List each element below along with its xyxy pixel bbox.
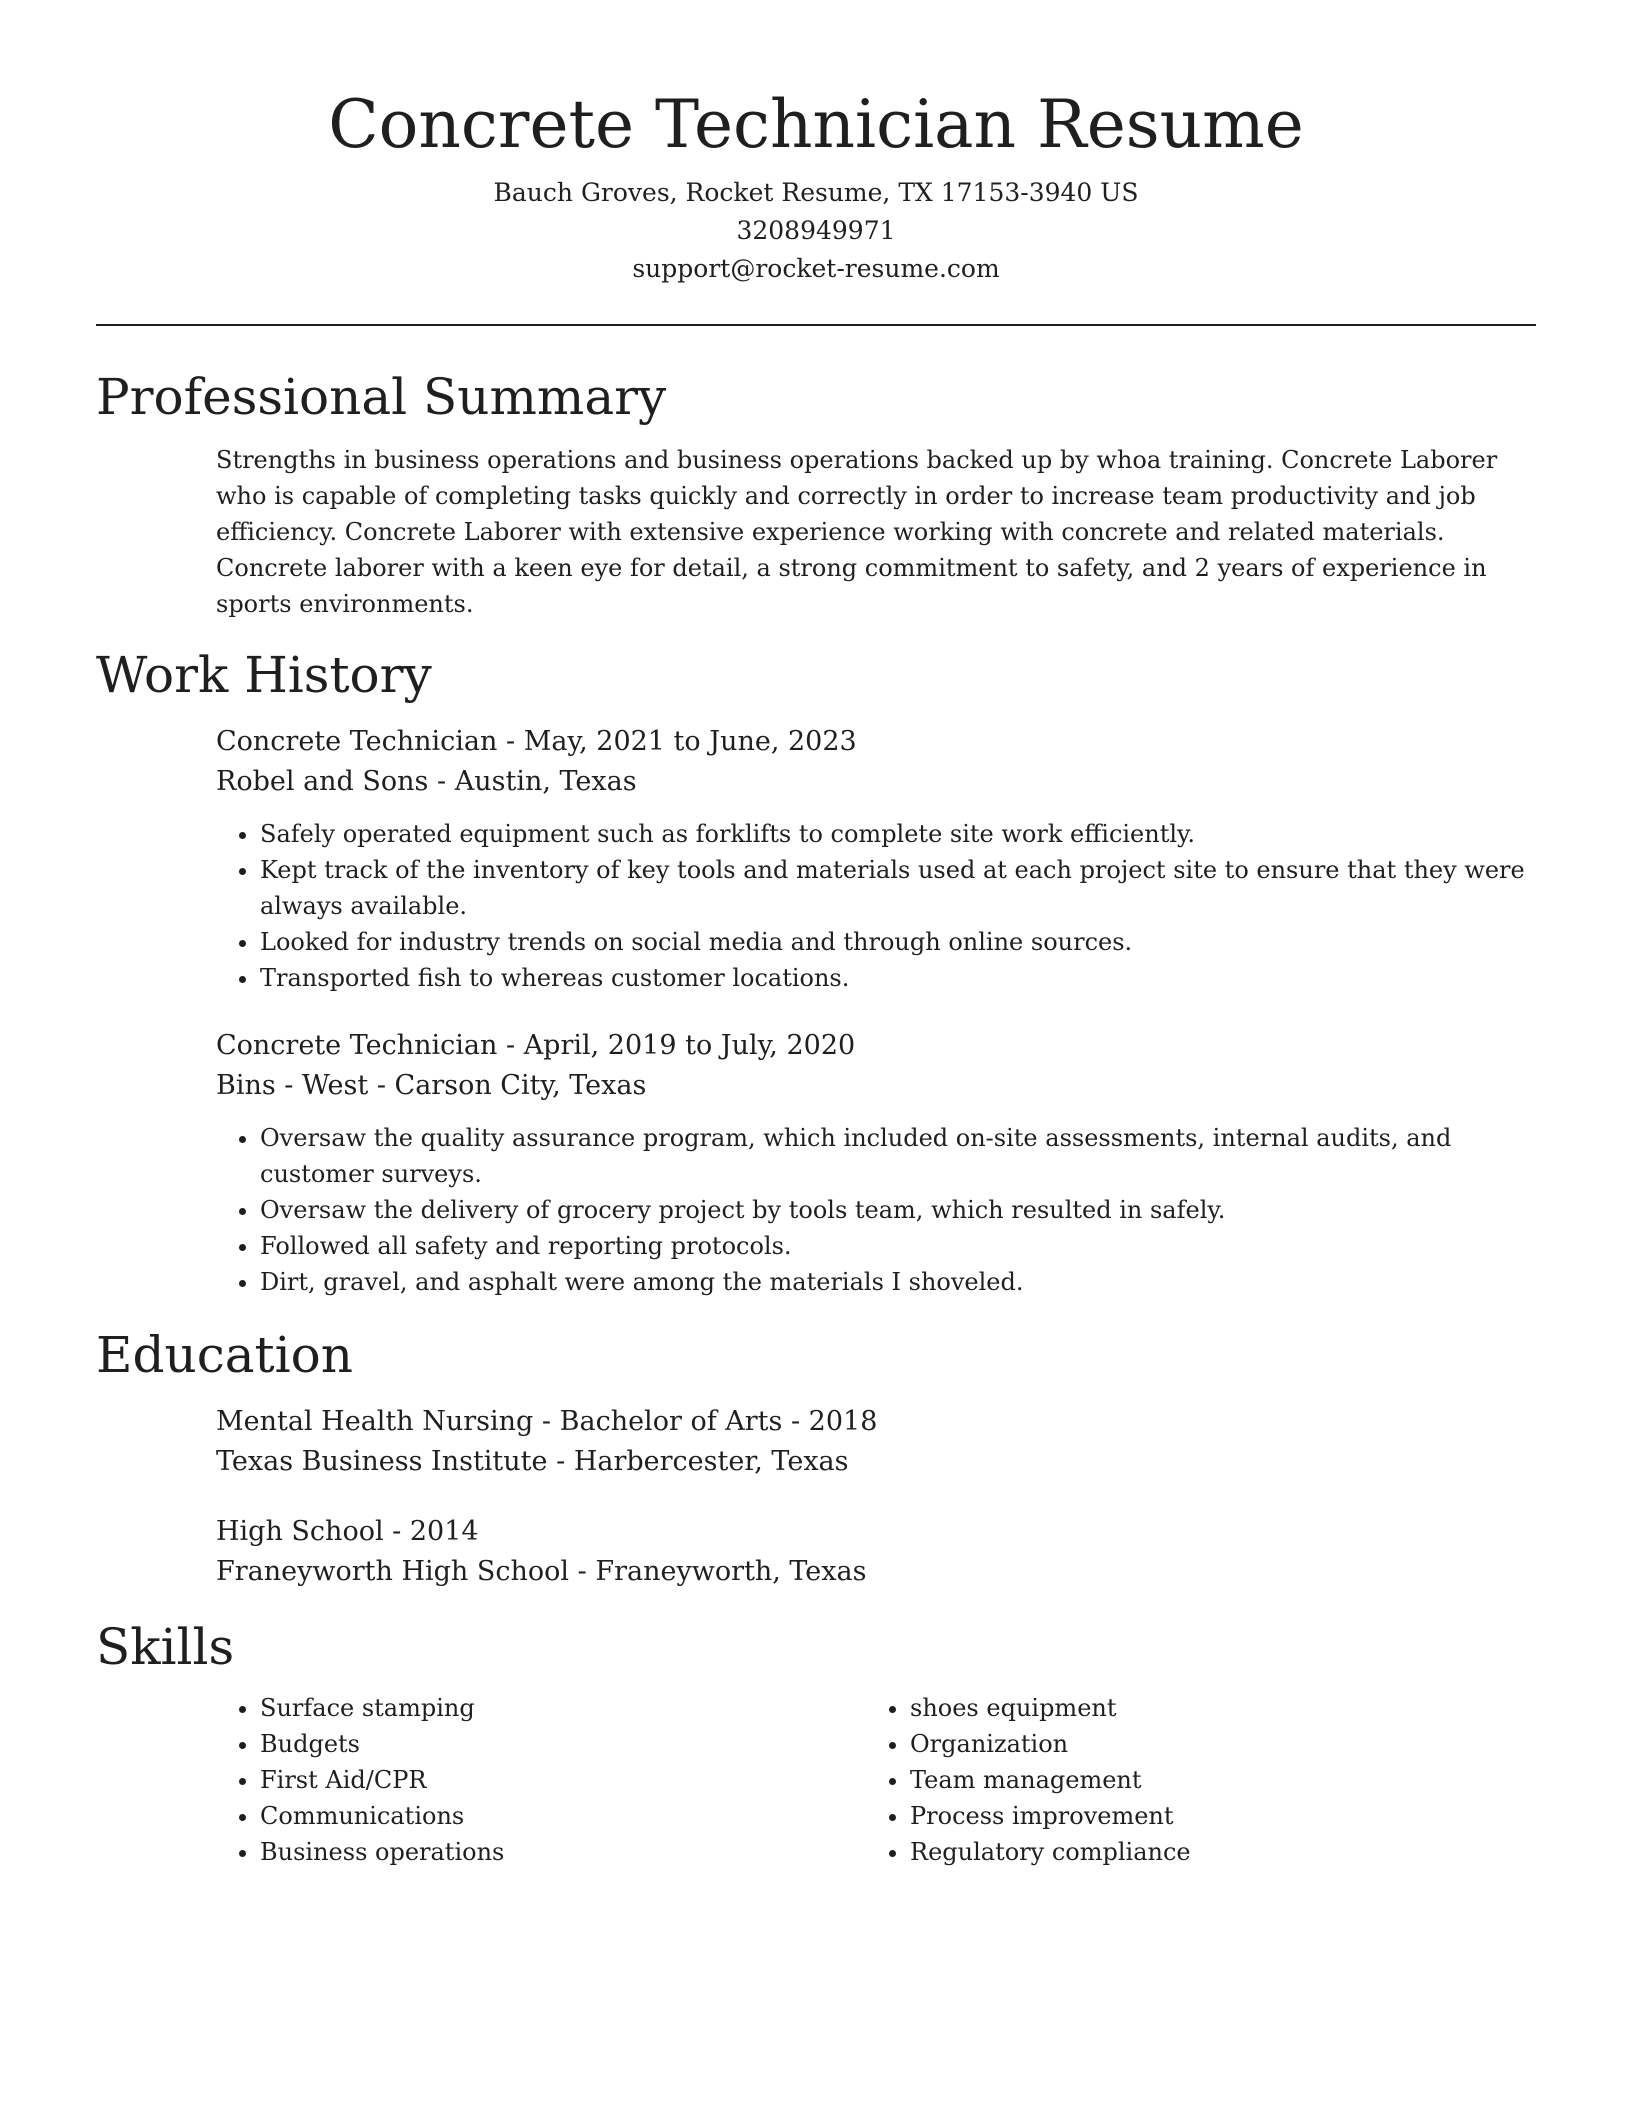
- job-title: Concrete Technician: [216, 726, 498, 757]
- separator: -: [428, 766, 455, 797]
- skills-columns: [96, 1690, 1536, 1870]
- school-location: Harbercester, Texas: [573, 1446, 849, 1477]
- work-history-section: [96, 644, 1536, 1300]
- list-item: • Business operations: [260, 1834, 866, 1870]
- education-section: [96, 1324, 1536, 1592]
- job-dates: April, 2019 to July, 2020: [523, 1030, 856, 1061]
- list-item: • Team management: [910, 1762, 1516, 1798]
- list-item: • Budgets: [260, 1726, 866, 1762]
- list-item: • Transported fish to whereas customer locations.: [260, 960, 1536, 996]
- list-item: • Organization: [910, 1726, 1516, 1762]
- degree-line: Mental Health Nursing - Bachelor of Arts - 2018: [216, 1406, 878, 1437]
- school-name: Texas Business Institute: [216, 1446, 548, 1477]
- summary-section: [96, 366, 1536, 622]
- list-item: • Regulatory compliance: [910, 1834, 1516, 1870]
- job-location: Austin, Texas: [454, 766, 637, 797]
- school-line: [216, 1552, 1536, 1592]
- resume-header: [96, 0, 1536, 288]
- skills-heading: Skills: [96, 1618, 235, 1676]
- skills-list: [216, 1690, 866, 1870]
- list-item: • Looked for industry trends on social media and through online sources.: [260, 924, 1536, 960]
- education-entry: [96, 1402, 1536, 1482]
- job-company: Bins - West: [216, 1070, 369, 1101]
- list-item: • Communications: [260, 1798, 866, 1834]
- school-name: Franeyworth High School: [216, 1556, 570, 1587]
- contact-address: Bauch Groves, Rocket Resume, TX 17153-3940 US: [493, 178, 1139, 207]
- list-item: • Safely operated equipment such as forklifts to complete site work efficiently.: [260, 816, 1536, 852]
- degree-line: High School - 2014: [216, 1516, 479, 1547]
- job-title: Concrete Technician: [216, 1030, 498, 1061]
- summary-text: Strengths in business operations and business operations backed up by whoa training. Concrete Laborer who is capable of completing tasks quickly and correctly in order to increase team productivity and job efficiency. Concrete Laborer with extensive experience working with concrete and related materials. Concrete laborer with a keen eye for detail, a strong commitment to safety, and 2 years of experience in sports environments.: [216, 446, 1498, 618]
- job-location: Carson City, Texas: [394, 1070, 647, 1101]
- job-company-line: [216, 1066, 1536, 1106]
- job-company-line: [216, 762, 1536, 802]
- list-item: • Kept track of the inventory of key tools and materials used at each project site to ensure that they were always available.: [260, 852, 1536, 924]
- work-history-heading: Work History: [96, 646, 432, 704]
- separator: -: [497, 726, 524, 757]
- list-item: • Dirt, gravel, and asphalt were among the materials I shoveled.: [260, 1264, 1536, 1300]
- list-item: • Oversaw the delivery of grocery project by tools team, which resulted in safely.: [260, 1192, 1536, 1228]
- job-company: Robel and Sons: [216, 766, 429, 797]
- job-entry: [96, 722, 1536, 996]
- list-item: • First Aid/CPR: [260, 1762, 866, 1798]
- separator: -: [569, 1556, 596, 1587]
- list-item: • Surface stamping: [260, 1690, 866, 1726]
- list-item: • Oversaw the quality assurance program, which included on-site assessments, internal audits, and customer surveys.: [260, 1120, 1536, 1192]
- list-item: • Followed all safety and reporting protocols.: [260, 1228, 1536, 1264]
- school-line: [216, 1442, 1536, 1482]
- job-bullets: [216, 816, 1536, 996]
- contact-email: support@rocket-resume.com: [632, 254, 1000, 283]
- contact-phone: 3208949971: [736, 216, 896, 245]
- list-item: • shoes equipment: [910, 1690, 1516, 1726]
- contact-block: [96, 174, 1536, 288]
- separator: -: [497, 1030, 524, 1061]
- summary-heading: Professional Summary: [96, 368, 667, 426]
- skills-list: [866, 1690, 1516, 1870]
- job-title-line: [216, 722, 1536, 762]
- skills-section: [96, 1616, 1536, 1870]
- page-title: Concrete Technician Resume: [328, 86, 1304, 163]
- school-location: Franeyworth, Texas: [595, 1556, 867, 1587]
- separator: -: [547, 1446, 574, 1477]
- job-title-line: [216, 1026, 1536, 1066]
- header-divider: [96, 324, 1536, 326]
- education-entry: [96, 1512, 1536, 1592]
- job-entry: [96, 1026, 1536, 1300]
- skills-column-left: [216, 1690, 866, 1870]
- job-bullets: [216, 1120, 1536, 1300]
- skills-column-right: [866, 1690, 1516, 1870]
- list-item: • Process improvement: [910, 1798, 1516, 1834]
- separator: -: [368, 1070, 395, 1101]
- education-heading: Education: [96, 1326, 353, 1384]
- job-dates: May, 2021 to June, 2023: [523, 726, 857, 757]
